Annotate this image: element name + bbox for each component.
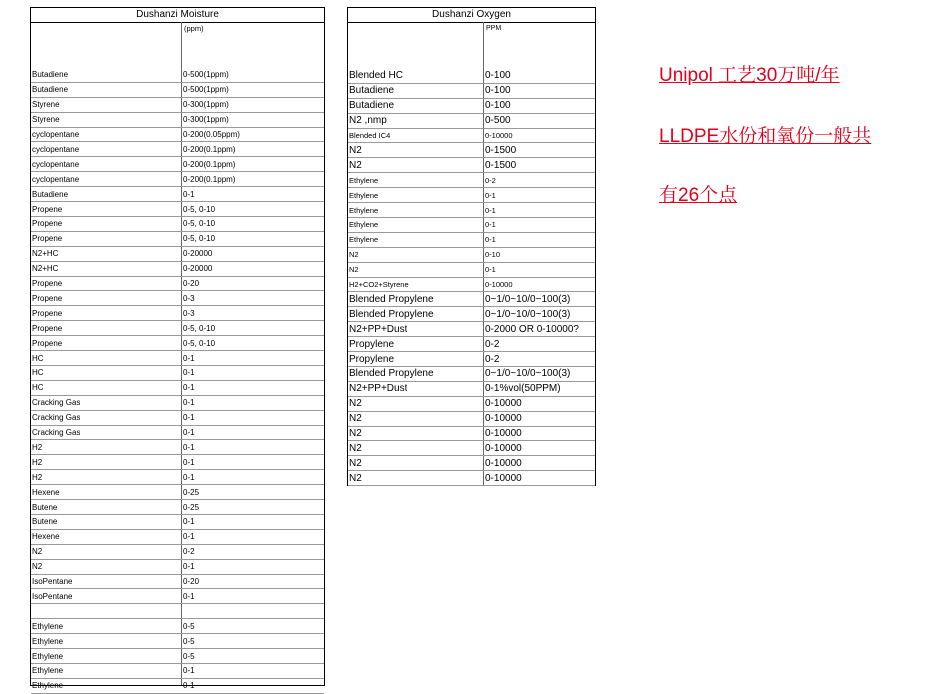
oxygen-table-title: Dushanzi Oxygen — [348, 8, 595, 23]
row-range: 0-5, 0-10 — [183, 323, 216, 333]
row-medium: Propylene — [349, 338, 395, 350]
row-medium: Propylene — [349, 353, 395, 365]
table-row — [348, 84, 595, 99]
row-medium: Cracking Gas — [32, 398, 81, 408]
table-row — [348, 218, 595, 233]
note-line-2: LLDPE水份和氧份一般共 — [659, 126, 872, 147]
table-row — [31, 336, 324, 351]
row-range: 0-10000 — [485, 131, 513, 141]
table-row — [348, 352, 595, 367]
row-medium: Butadiene — [349, 85, 395, 97]
table-row — [31, 172, 324, 187]
row-range: 0~1/0~10/0~100(3) — [485, 293, 571, 305]
row-medium: IsoPentane — [32, 591, 73, 601]
row-range: 0-2 — [485, 175, 496, 185]
row-medium: N2 — [32, 562, 43, 572]
row-medium: N2 — [349, 144, 362, 156]
row-medium: Ethylene — [32, 681, 64, 691]
row-range: 0-20 — [183, 577, 200, 587]
row-medium: Ethylene — [349, 205, 379, 215]
moisture-table — [30, 7, 325, 691]
table-row — [31, 455, 324, 470]
table-row — [31, 515, 324, 530]
row-range: 0-500(1ppm) — [183, 70, 229, 80]
table-row — [348, 442, 595, 457]
row-medium: N2+PP+Dust — [349, 383, 408, 395]
row-medium: Ethylene — [349, 175, 379, 185]
row-range: 0-10000 — [485, 457, 522, 469]
table-row — [31, 500, 324, 515]
table-row — [348, 188, 595, 203]
row-medium: Propene — [32, 338, 63, 348]
row-range: 0-1 — [183, 413, 195, 423]
row-medium: Butadiene — [32, 189, 69, 199]
row-medium: N2 — [349, 250, 359, 260]
row-medium: Butene — [32, 502, 58, 512]
row-range: 0-1 — [183, 398, 195, 408]
row-range: 0-5 — [183, 621, 195, 631]
row-medium: HC — [32, 383, 44, 393]
row-range: 0-100 — [485, 70, 511, 82]
table-row — [31, 530, 324, 545]
table-row — [31, 202, 324, 217]
row-range: 0-25 — [183, 502, 200, 512]
table-row — [348, 173, 595, 188]
table-row — [31, 366, 324, 381]
row-range: 0-3 — [183, 293, 195, 303]
row-range: 0-1 — [183, 591, 195, 601]
row-medium: cyclopentane — [32, 159, 80, 169]
row-medium: Butene — [32, 517, 58, 527]
row-medium: Styrene — [32, 100, 60, 110]
row-range: 0-5, 0-10 — [183, 219, 216, 229]
row-medium: Ethylene — [32, 651, 64, 661]
row-medium: H2 — [32, 457, 43, 467]
table-row — [31, 187, 324, 202]
row-range: 0-10000 — [485, 428, 522, 440]
row-range: 0-300(1ppm) — [183, 115, 229, 125]
row-range: 0-1 — [183, 666, 195, 676]
row-medium: N2 — [349, 159, 362, 171]
row-medium: HC — [32, 368, 44, 378]
table-row — [348, 233, 595, 248]
table-row — [31, 396, 324, 411]
row-range: 0-1 — [485, 190, 496, 200]
table-row — [31, 545, 324, 560]
row-range: 0-5 — [183, 636, 195, 646]
table-row — [31, 470, 324, 485]
row-range: 0-10 — [485, 250, 501, 260]
table-row — [31, 411, 324, 426]
table-row — [348, 203, 595, 218]
row-medium: IsoPentane — [32, 577, 73, 587]
row-medium: Styrene — [32, 115, 60, 125]
row-medium: Hexene — [32, 532, 60, 542]
row-medium: Propene — [32, 293, 63, 303]
table-row — [31, 113, 324, 128]
table-row — [31, 321, 324, 336]
row-medium: N2 — [349, 428, 362, 440]
row-range: 0-2 — [183, 547, 195, 557]
row-range: 0-5, 0-10 — [183, 204, 216, 214]
row-medium: Blended Propylene — [349, 293, 434, 305]
row-medium: Propene — [32, 279, 63, 289]
row-range: 0-5, 0-10 — [183, 234, 216, 244]
table-row — [31, 575, 324, 590]
note-line-1: Unipol 工艺30万吨/年 — [659, 65, 840, 86]
row-range: 0-1 — [485, 220, 496, 230]
row-range: 0-300(1ppm) — [183, 100, 229, 110]
table-row — [31, 98, 324, 113]
table-row — [348, 263, 595, 278]
row-medium: Cracking Gas — [32, 428, 81, 438]
table-row — [348, 144, 595, 159]
row-range: 0-1 — [183, 681, 195, 691]
row-range: 0-1 — [183, 457, 195, 467]
table-row — [348, 471, 595, 486]
row-range: 0-1 — [183, 532, 195, 542]
row-range: 0-1 — [485, 265, 496, 275]
row-medium: Ethylene — [349, 190, 379, 200]
table-row — [348, 158, 595, 173]
table-row — [31, 157, 324, 172]
row-medium: N2 — [349, 457, 362, 469]
row-range: 0-1%vol(50PPM) — [485, 383, 561, 395]
row-medium: cyclopentane — [32, 130, 80, 140]
row-range: 0-200(0.1ppm) — [183, 159, 236, 169]
row-medium: H2 — [32, 442, 43, 452]
row-range: 0-20 — [183, 279, 200, 289]
row-range: 0-10000 — [485, 442, 522, 454]
row-medium: Blended HC — [349, 70, 403, 82]
row-medium: H2+CO2+Styrene — [349, 280, 409, 290]
row-range: 0-1 — [183, 442, 195, 452]
row-medium: Blended IC4 — [349, 131, 391, 141]
table-row — [31, 247, 324, 262]
table-row — [31, 217, 324, 232]
row-medium: N2 — [349, 472, 362, 484]
note-line-3: 有26个点 — [659, 185, 738, 206]
oxygen-unit-label: PPM — [486, 25, 502, 32]
row-medium: Propene — [32, 234, 63, 244]
row-range: 0-20000 — [183, 264, 213, 274]
table-row — [348, 307, 595, 322]
row-range: 0-100 — [485, 100, 511, 112]
table-row — [31, 634, 324, 649]
table-row — [348, 293, 595, 308]
row-range: 0-20000 — [183, 249, 213, 259]
row-range: 0~1/0~10/0~100(3) — [485, 368, 571, 380]
table-row — [31, 560, 324, 575]
row-medium: cyclopentane — [32, 174, 80, 184]
table-row — [348, 248, 595, 263]
row-medium: Ethylene — [349, 235, 379, 245]
row-range: 0-1 — [183, 353, 195, 363]
table-row — [31, 649, 324, 664]
row-range: 0-10000 — [485, 413, 522, 425]
row-medium: Butadiene — [32, 85, 69, 95]
row-medium: N2 — [349, 398, 362, 410]
row-range: 0-200(0.05ppm) — [183, 130, 240, 140]
table-row — [348, 456, 595, 471]
row-range: 0-5 — [183, 651, 195, 661]
row-range: 0~1/0~10/0~100(3) — [485, 308, 571, 320]
row-medium: Ethylene — [349, 220, 379, 230]
row-range: 0-5, 0-10 — [183, 338, 216, 348]
table-row — [348, 114, 595, 129]
table-row — [31, 83, 324, 98]
row-medium: Ethylene — [32, 666, 64, 676]
row-range: 0-3 — [183, 308, 195, 318]
moisture-table-title: Dushanzi Moisture — [31, 8, 324, 23]
row-medium: N2 — [32, 547, 43, 557]
row-range: 0-1 — [183, 562, 195, 572]
table-row — [31, 441, 324, 456]
row-medium: Propene — [32, 219, 63, 229]
table-row — [348, 337, 595, 352]
table-row — [31, 619, 324, 634]
row-range: 0-100 — [485, 85, 511, 97]
moisture-unit-label: (ppm) — [184, 24, 204, 33]
table-row — [348, 129, 595, 144]
row-medium: N2 — [349, 413, 362, 425]
row-medium: Hexene — [32, 487, 60, 497]
table-row — [31, 381, 324, 396]
table-row — [348, 99, 595, 114]
table-row — [31, 143, 324, 158]
row-medium: N2+PP+Dust — [349, 323, 408, 335]
row-medium: cyclopentane — [32, 144, 80, 154]
table-row — [348, 412, 595, 427]
row-range: 0-1500 — [485, 144, 517, 156]
table-row — [348, 278, 595, 293]
row-medium: H2 — [32, 472, 43, 482]
row-medium: N2 — [349, 442, 362, 454]
row-range: 0-10000 — [485, 280, 513, 290]
row-range: 0-500(1ppm) — [183, 85, 229, 95]
table-row — [31, 292, 324, 307]
table-row — [31, 277, 324, 292]
table-row — [31, 664, 324, 679]
row-range: 0-1500 — [485, 159, 517, 171]
row-range: 0-10000 — [485, 472, 522, 484]
table-row — [348, 322, 595, 337]
table-row — [31, 68, 324, 83]
table-row — [348, 69, 595, 84]
row-range: 0-500 — [485, 115, 511, 127]
row-medium: Propene — [32, 323, 63, 333]
table-row — [31, 232, 324, 247]
table-row — [31, 604, 324, 619]
table-row — [348, 367, 595, 382]
row-medium: N2 ,nmp — [349, 115, 387, 127]
table-row — [348, 382, 595, 397]
row-range: 0-1 — [183, 189, 195, 199]
row-medium: Blended Propylene — [349, 368, 434, 380]
row-range: 0-2000 OR 0-10000? — [485, 323, 579, 335]
row-range: 0-1 — [183, 517, 195, 527]
row-medium: N2 — [349, 265, 359, 275]
row-medium: Blended Propylene — [349, 308, 434, 320]
row-range: 0-1 — [183, 368, 195, 378]
oxygen-table — [347, 7, 596, 486]
row-range: 0-10000 — [485, 398, 522, 410]
row-medium: Propene — [32, 204, 63, 214]
row-medium: Cracking Gas — [32, 413, 81, 423]
row-medium: Ethylene — [32, 621, 64, 631]
row-range: 0-1 — [485, 205, 496, 215]
row-medium: Ethylene — [32, 636, 64, 646]
table-row — [348, 427, 595, 442]
row-medium: Butadiene — [32, 70, 69, 80]
row-range: 0-2 — [485, 353, 500, 365]
table-row — [31, 306, 324, 321]
table-row — [31, 426, 324, 441]
row-range: 0-2 — [485, 338, 500, 350]
table-row — [31, 128, 324, 143]
row-medium: Propene — [32, 308, 63, 318]
table-row — [31, 262, 324, 277]
table-row — [31, 590, 324, 605]
table-row — [348, 397, 595, 412]
row-range: 0-1 — [183, 383, 195, 393]
row-medium: N2+HC — [32, 264, 59, 274]
row-range: 0-200(0.1ppm) — [183, 144, 236, 154]
row-range: 0-1 — [183, 428, 195, 438]
table-row — [31, 485, 324, 500]
row-medium: HC — [32, 353, 44, 363]
table-row — [31, 679, 324, 694]
row-range: 0-1 — [183, 472, 195, 482]
row-range: 0-200(0.1ppm) — [183, 174, 236, 184]
table-row — [31, 351, 324, 366]
row-medium: N2+HC — [32, 249, 59, 259]
row-medium: Butadiene — [349, 100, 395, 112]
row-range: 0-1 — [485, 235, 496, 245]
row-range: 0-25 — [183, 487, 200, 497]
